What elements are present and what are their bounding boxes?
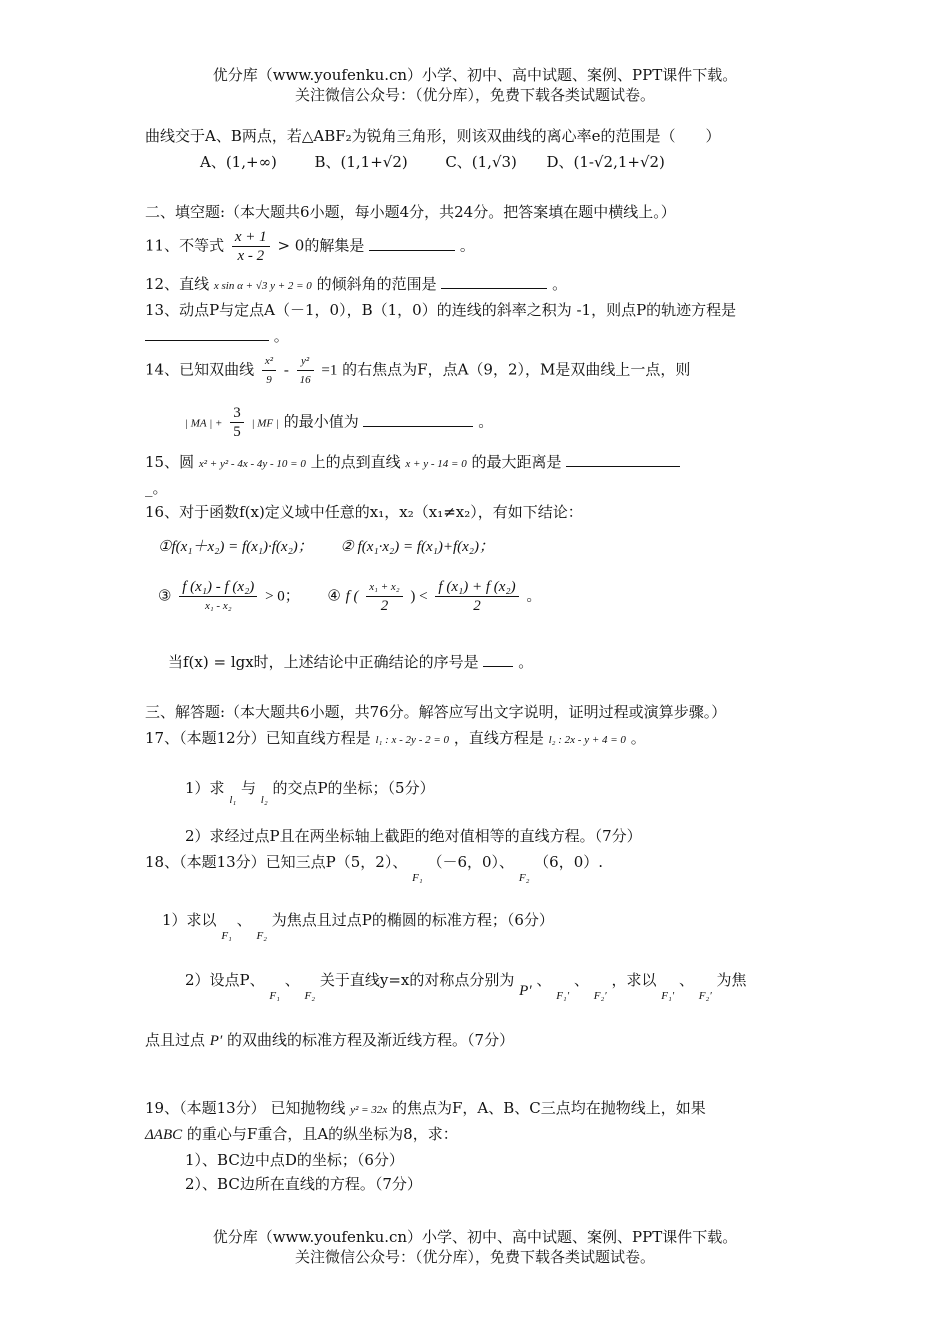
q18-p2b: 关于直线y=x的对称点分别为: [319, 971, 515, 989]
q18-p2a: 2）设点P、: [185, 971, 265, 989]
q12-end: 。: [552, 275, 568, 293]
q14-end: 。: [478, 412, 494, 431]
q16-conclusions-12: [158, 536, 494, 557]
q15-circle: x² + y² - 4x - 4y - 10 = 0: [198, 458, 306, 470]
q18-F2-prime-2: F₂′: [698, 990, 712, 1002]
q16-c3-post: > 0；: [265, 588, 300, 605]
q18-pp: P′: [519, 983, 532, 999]
q17-l2: l₂ : 2x - y + 4 = 0: [548, 734, 626, 746]
q17-part1: [185, 778, 435, 806]
q10-option-a: A、(1,+∞): [200, 153, 277, 171]
q16-c4-mid: ) <: [410, 588, 428, 605]
q18-p3: 点且过点: [145, 1031, 206, 1049]
q11-end: 。: [459, 236, 475, 255]
q17-p1c: 的交点P的坐标；（5分）: [272, 779, 435, 797]
q16-c3-pre: ③: [158, 586, 172, 605]
q16-line1: 16、对于函数f(x)定义域中任意的x₁，x₂（x₁≠x₂），有如下结论：: [145, 503, 583, 521]
q16-ask-text: 当f(x) = lgx时，上述结论中正确结论的序号是: [168, 653, 479, 671]
q14-f3-den: 5: [233, 424, 241, 440]
q12-answer-blank[interactable]: [441, 274, 547, 289]
q16-c2: ② f(x₁·x₂) = f(x₁)+f(x₂)；: [340, 539, 495, 555]
q17-mid: ，直线方程是: [453, 729, 544, 747]
q14-fx-num: x²: [262, 352, 276, 371]
q18-p2e: 、: [679, 971, 695, 989]
q11-pre: 11、不等式: [145, 236, 225, 255]
q14-fraction-y: [297, 352, 314, 389]
q12: [145, 274, 567, 296]
q18-p1-F1: F₁: [221, 930, 232, 942]
q18-mid: （－6，0）、: [427, 853, 515, 871]
q18-pre: 18、（本题13分）已知三点P（5，2）、: [145, 853, 408, 871]
q19-part2: 2）、BC边所在直线的方程。（7分）: [185, 1175, 422, 1193]
q14-pre: 14、已知双曲线: [145, 360, 255, 379]
q19-pre: 19、（本题13分） 已知抛物线: [145, 1099, 346, 1117]
q19-post: 的焦点为F，A、B、C三点均在抛物线上，如果: [392, 1099, 706, 1117]
q15-post: 的最大距离是: [471, 453, 562, 471]
q16-answer-blank[interactable]: [483, 652, 513, 667]
q18-p2d: ，求以: [611, 971, 657, 989]
q16-c4-num1: x₁ + x₂: [366, 578, 402, 597]
q18-F1: F₁: [412, 872, 423, 884]
q18-p2sep: 、: [284, 971, 300, 989]
header-line-1: 优分库（www.youfenku.cn）小学、初中、高中试题、案例、PPT课件下载。: [212, 66, 738, 84]
q13-line1: 13、动点P与定点A（－1，0），B（1，0）的连线的斜率之积为 -1，则点P的轨迹方程是: [145, 301, 737, 319]
q17-p1a: 1）求: [185, 779, 225, 797]
q18-p2c2: 、: [573, 971, 589, 989]
q14-post: 的右焦点为F，点A（9，2），M是双曲线上一点，则: [342, 360, 691, 379]
q18-part2-cont: [145, 1030, 514, 1051]
q18-part2: [185, 970, 747, 1002]
q13-answer-blank[interactable]: [145, 326, 269, 341]
q18-p1-F2: F₂: [256, 930, 267, 942]
q16-c3-fraction: [179, 578, 257, 615]
q18-p2f: 为焦: [716, 971, 747, 989]
q18-post: （6，0）.: [534, 853, 604, 871]
q14-fraction-3-5: [230, 404, 244, 441]
q19-line1: [145, 1098, 706, 1120]
q19-triangle: ΔABC: [145, 1127, 183, 1143]
q12-pre: 12、直线: [145, 275, 210, 293]
q12-expr: x sin α + √3 y + 2 = 0: [213, 280, 312, 292]
q11-answer-blank[interactable]: [369, 236, 455, 251]
q16-ask: [168, 652, 533, 672]
q18-F2-prime: F₂′: [593, 990, 607, 1002]
q10-option-b: B、(1,1+√2): [314, 153, 408, 171]
q17-pre: 17、（本题12分）已知直线方程是: [145, 729, 371, 747]
q11-denominator: x - 2: [237, 248, 265, 264]
q18-F1-prime: F₁′: [556, 990, 570, 1002]
q14-f3-num: 3: [230, 404, 244, 423]
q18-p1sep: 、: [236, 911, 252, 929]
q15-end: _。: [145, 479, 168, 497]
q17-line1: [145, 728, 646, 750]
section3-title: 三、解答题:（本大题共6小题，共76分。解答应写出文字说明，证明过程或演算步骤。）: [145, 703, 727, 721]
q16-c4-num2: f (x₁) + f (x₂): [435, 578, 518, 597]
q11-fraction: [232, 228, 270, 265]
q10-option-d: D、(1-√2,1+√2): [546, 153, 665, 171]
q18-p3-pp: P′: [209, 1033, 223, 1049]
q16-c3-num: f (x₁) - f (x₂): [179, 578, 257, 597]
q15-answer-blank[interactable]: [566, 452, 680, 467]
q18-p1b: 为焦点且过点P的椭圆的标准方程；（6分）: [271, 911, 554, 929]
q16-c4-pre: ④: [327, 586, 341, 605]
q19-line2: [145, 1124, 458, 1145]
q17-p1-l1: l₁: [229, 794, 237, 806]
q17-end: 。: [630, 729, 646, 747]
q18-line1: [145, 852, 604, 884]
q18-p2-F1: F₁: [269, 990, 280, 1002]
q13-end: 。: [273, 327, 289, 345]
q14-fraction-x: [262, 352, 276, 389]
q14-fy-num: y²: [297, 352, 314, 371]
q17-p1-l2: l₂: [260, 794, 268, 806]
q18-p3b: 的双曲线的标准方程及渐近线方程。（7分）: [227, 1031, 515, 1049]
q17-part2: 2）求经过点P且在两坐标轴上截距的绝对值相等的直线方程。（7分）: [185, 827, 642, 845]
q17-p1b: 与: [241, 779, 257, 797]
q18-p2-F2: F₂: [304, 990, 316, 1002]
q14-line1: [145, 352, 690, 389]
q17-l1: l₁ : x - 2y - 2 = 0: [375, 734, 450, 746]
q14-fy-den: 16: [299, 374, 311, 386]
q16-c4-fraction2: [435, 578, 518, 615]
q11-mid: > 0的解集是: [277, 236, 365, 255]
footer-line-1: 优分库（www.youfenku.cn）小学、初中、高中试题、案例、PPT课件下载。: [212, 1228, 738, 1246]
q15-line: x + y - 14 = 0: [405, 458, 467, 470]
q16-c3-den: x₁ - x₂: [204, 600, 232, 612]
q16-c4-f: f (: [345, 588, 359, 605]
q11-numerator: x + 1: [232, 228, 270, 247]
q16-c1: ①f(x₁＋x₂) = f(x₁)·f(x₂)；: [158, 539, 313, 555]
q12-post: 的倾斜角的范围是: [316, 275, 437, 293]
q14-mf: | MF |: [251, 417, 279, 430]
q15-mid: 上的点到直线: [310, 453, 401, 471]
header-line-2: 关注微信公众号：（优分库），免费下载各类试题试卷。: [294, 86, 655, 104]
q16-ask-end: 。: [518, 653, 534, 671]
q16-c4-den1: 2: [380, 598, 389, 614]
q16-conclusions-34: [158, 578, 541, 615]
q18-p1a: 1）求以: [162, 911, 217, 929]
q11: [145, 228, 475, 265]
q10-option-c: C、(1,√3): [445, 153, 517, 171]
q19-part1: 1）、BC边中点D的坐标；（6分）: [185, 1151, 404, 1169]
q16-c4-fraction1: [366, 578, 402, 615]
q15-pre: 15、圆: [145, 453, 195, 471]
q15-line1: [145, 452, 680, 474]
q16-c4-den2: 2: [473, 598, 481, 614]
q18-F1-prime-2: F₁′: [661, 990, 675, 1002]
q14-fx-den: 9: [266, 374, 272, 386]
q19-l2: 的重心与F重合，且A的纵坐标为8，求：: [186, 1125, 458, 1143]
q14-l2post: 的最小值为: [283, 412, 359, 431]
footer-line-2: 关注微信公众号：（优分库），免费下载各类试题试卷。: [294, 1248, 655, 1266]
section2-title: 二、填空题:（本大题共6小题，每小题4分，共24分。把答案填在题中横线上。）: [145, 203, 676, 221]
q14-minus: -: [283, 362, 289, 379]
q13-line2: [145, 326, 289, 346]
q18-F2: F₂: [518, 872, 530, 884]
q18-part1: [162, 910, 554, 942]
q14-ma: | MA | +: [185, 417, 223, 430]
q10-options: [200, 152, 665, 172]
q10-tail: 曲线交于A、B两点，若△ABF₂为锐角三角形，则该双曲线的离心率e的范围是（ ）: [145, 127, 721, 145]
q16-c4-end: 。: [526, 586, 542, 605]
q18-p2c: 、: [536, 971, 552, 989]
q14-eq: =1: [321, 362, 338, 379]
q14-line2: [185, 404, 493, 441]
q19-parabola: y² = 32x: [350, 1104, 388, 1116]
q14-answer-blank[interactable]: [363, 412, 473, 427]
